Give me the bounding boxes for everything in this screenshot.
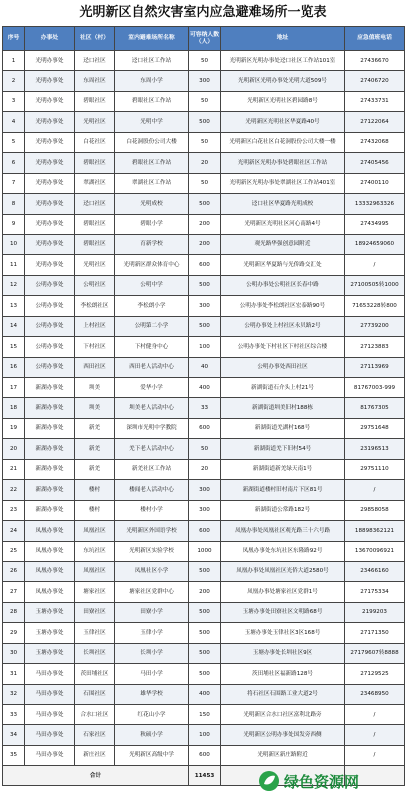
cell-phone: 27406720 <box>345 71 405 91</box>
cell-community: 玉律社区 <box>75 623 115 643</box>
header-community: 社区（村） <box>75 27 115 51</box>
cell-phone: 27123883 <box>345 337 405 357</box>
cell-office: 光明办事处 <box>25 255 75 275</box>
cell-office: 公明办事处 <box>25 275 75 295</box>
cell-no: 1 <box>3 51 25 71</box>
cell-shelter-name: 塘家社区党群中心 <box>115 582 189 602</box>
cell-shelter-name: 楼闻老人活动中心 <box>115 480 189 500</box>
cell-capacity: 150 <box>189 705 221 725</box>
table-row <box>3 173 405 193</box>
header-phone: 应急值班电话 <box>345 27 405 51</box>
cell-capacity: 400 <box>189 684 221 704</box>
table-row <box>3 91 405 111</box>
cell-office: 玉塘办事处 <box>25 623 75 643</box>
header-address: 地址 <box>221 27 345 51</box>
cell-office: 凤凰办事处 <box>25 521 75 541</box>
cell-no: 25 <box>3 541 25 561</box>
cell-community: 东周社区 <box>75 71 115 91</box>
leaf-logo-icon <box>258 770 280 792</box>
total-value: 11453 <box>189 766 221 786</box>
cell-capacity: 600 <box>189 521 221 541</box>
cell-no: 9 <box>3 214 25 234</box>
cell-community: 石围社区 <box>75 684 115 704</box>
cell-office: 光明办事处 <box>25 234 75 254</box>
cell-address: 光明新区合水口社区富利北路旁 <box>221 705 345 725</box>
cell-address: 光明新区新庄路附近 <box>221 745 345 765</box>
cell-no: 10 <box>3 234 25 254</box>
table-row <box>3 705 405 725</box>
cell-no: 6 <box>3 153 25 173</box>
cell-phone: 18924659060 <box>345 234 405 254</box>
cell-office: 玉塘办事处 <box>25 602 75 622</box>
cell-community: 茨田埔社区 <box>75 664 115 684</box>
cell-capacity: 300 <box>189 480 221 500</box>
cell-shelter-name: 红花山小学 <box>115 705 189 725</box>
cell-phone: 23468950 <box>345 684 405 704</box>
cell-no: 21 <box>3 459 25 479</box>
cell-address: 凤凰办事处塘家社区党群1号 <box>221 582 345 602</box>
cell-capacity: 300 <box>189 500 221 520</box>
cell-community: 楼村 <box>75 480 115 500</box>
cell-no: 26 <box>3 561 25 581</box>
cell-no: 16 <box>3 357 25 377</box>
cell-office: 公明办事处 <box>25 337 75 357</box>
cell-capacity: 50 <box>189 173 221 193</box>
cell-capacity: 500 <box>189 623 221 643</box>
cell-office: 新湖办事处 <box>25 480 75 500</box>
cell-office: 公明办事处 <box>25 316 75 336</box>
cell-office: 马田办事处 <box>25 705 75 725</box>
cell-office: 光明办事处 <box>25 132 75 152</box>
cell-office: 光明办事处 <box>25 194 75 214</box>
table-row <box>3 582 405 602</box>
cell-address: 新湖街道新羌绿天南1号 <box>221 459 345 479</box>
cell-community: 光明社区 <box>75 112 115 132</box>
cell-phone: 27122064 <box>345 112 405 132</box>
table-row <box>3 480 405 500</box>
cell-shelter-name: 李松朗小学 <box>115 296 189 316</box>
cell-shelter-name: 玉律小学 <box>115 623 189 643</box>
cell-community: 合水口社区 <box>75 705 115 725</box>
cell-shelter-name: 迳口社区工作站 <box>115 51 189 71</box>
cell-no: 29 <box>3 623 25 643</box>
cell-community: 西田社区 <box>75 357 115 377</box>
cell-office: 光明办事处 <box>25 173 75 193</box>
cell-community: 光明社区 <box>75 255 115 275</box>
cell-phone: 71653228转800 <box>345 296 405 316</box>
cell-no: 18 <box>3 398 25 418</box>
cell-community: 公明社区 <box>75 275 115 295</box>
cell-office: 公明办事处 <box>25 357 75 377</box>
cell-address: 光明新区白花社区白花洞股份公司大楼一楼 <box>221 132 345 152</box>
cell-phone: 27179607转8888 <box>345 643 405 663</box>
cell-capacity: 500 <box>189 194 221 214</box>
cell-phone: / <box>345 745 405 765</box>
cell-phone: 27175334 <box>345 582 405 602</box>
cell-phone: 29858058 <box>345 500 405 520</box>
cell-office: 马田办事处 <box>25 664 75 684</box>
cell-community: 新羌 <box>75 459 115 479</box>
cell-office: 新湖办事处 <box>25 418 75 438</box>
cell-phone: 27171350 <box>345 623 405 643</box>
cell-office: 光明办事处 <box>25 214 75 234</box>
cell-no: 12 <box>3 275 25 295</box>
cell-phone: / <box>345 725 405 745</box>
total-label: 合计 <box>3 766 189 786</box>
cell-address: 光明新区光明办事处碧眼社区工作站 <box>221 153 345 173</box>
cell-address: 观光路华强创意园附近 <box>221 234 345 254</box>
cell-capacity: 1000 <box>189 541 221 561</box>
cell-no: 2 <box>3 71 25 91</box>
cell-address: 光明新区光明办事处翠湖社区工作站401室 <box>221 173 345 193</box>
cell-phone: / <box>345 480 405 500</box>
cell-no: 13 <box>3 296 25 316</box>
cell-office: 新湖办事处 <box>25 459 75 479</box>
cell-phone: 27100505转1000 <box>345 275 405 295</box>
cell-community: 田寮社区 <box>75 602 115 622</box>
cell-shelter-name: 公明中学 <box>115 275 189 295</box>
cell-address: 光明新区光明社区河心南路4号 <box>221 214 345 234</box>
cell-capacity: 500 <box>189 316 221 336</box>
cell-address: 光明新区光明社区华夏路40号 <box>221 112 345 132</box>
cell-office: 凤凰办事处 <box>25 582 75 602</box>
cell-shelter-name: 马田小学 <box>115 664 189 684</box>
cell-phone: 27432068 <box>345 132 405 152</box>
cell-office: 凤凰办事处 <box>25 561 75 581</box>
cell-address: 茨田埔社区福新路128号 <box>221 664 345 684</box>
document-title: 光明新区自然灾害室内应急避难场所一览表 <box>79 5 327 20</box>
cell-shelter-name: 翠湖社区工作站 <box>115 173 189 193</box>
cell-office: 光明办事处 <box>25 153 75 173</box>
cell-shelter-name: 圳美老人活动中心 <box>115 398 189 418</box>
table-row <box>3 745 405 765</box>
cell-capacity: 20 <box>189 153 221 173</box>
cell-office: 马田办事处 <box>25 684 75 704</box>
cell-address: 玉塘办事处长圳社区9区 <box>221 643 345 663</box>
watermark <box>258 764 404 798</box>
cell-address: 迳口社区华夏路光明成校 <box>221 194 345 214</box>
cell-capacity: 100 <box>189 725 221 745</box>
cell-shelter-name: 白花洞股份公司大楼 <box>115 132 189 152</box>
cell-shelter-name: 楼村小学 <box>115 500 189 520</box>
cell-office: 凤凰办事处 <box>25 541 75 561</box>
cell-community: 碧眼社区 <box>75 153 115 173</box>
cell-capacity: 500 <box>189 112 221 132</box>
cell-community: 迳口社区 <box>75 51 115 71</box>
cell-address: 新湖街道公常路182号 <box>221 500 345 520</box>
cell-capacity: 50 <box>189 439 221 459</box>
table-header <box>3 27 405 51</box>
cell-no: 4 <box>3 112 25 132</box>
cell-community: 李松朗社区 <box>75 296 115 316</box>
cell-capacity: 50 <box>189 51 221 71</box>
cell-community: 碧眼社区 <box>75 214 115 234</box>
cell-shelter-name: 凤凰社区小学 <box>115 561 189 581</box>
table-row <box>3 255 405 275</box>
cell-phone: / <box>345 705 405 725</box>
table-row <box>3 357 405 377</box>
cell-address: 光明新区华夏路与光侨路交汇处 <box>221 255 345 275</box>
cell-shelter-name: 育新学校 <box>115 234 189 254</box>
cell-capacity: 300 <box>189 71 221 91</box>
cell-address: 光明新区光明办事处迳口社区工作站101室 <box>221 51 345 71</box>
cell-phone: 27113969 <box>345 357 405 377</box>
cell-shelter-name: 田寮小学 <box>115 602 189 622</box>
cell-address: 光明新区公明办事处国发旁西侧 <box>221 725 345 745</box>
cell-address: 新湖街道楼村旧村南片下区81号 <box>221 480 345 500</box>
cell-shelter-name: 爱华小学 <box>115 378 189 398</box>
cell-phone: 27400110 <box>345 173 405 193</box>
cell-capacity: 400 <box>189 378 221 398</box>
cell-capacity: 500 <box>189 602 221 622</box>
cell-no: 24 <box>3 521 25 541</box>
cell-shelter-name: 光明新区实验学校 <box>115 541 189 561</box>
cell-no: 30 <box>3 643 25 663</box>
table-row <box>3 194 405 214</box>
header-capacity: 可容纳人数（人） <box>189 27 221 51</box>
cell-community: 塘家社区 <box>75 582 115 602</box>
cell-no: 34 <box>3 725 25 745</box>
cell-phone: 27405456 <box>345 153 405 173</box>
cell-shelter-name: 西田老人活动中心 <box>115 357 189 377</box>
cell-no: 19 <box>3 418 25 438</box>
table-row <box>3 459 405 479</box>
table-row <box>3 398 405 418</box>
cell-no: 11 <box>3 255 25 275</box>
cell-capacity: 20 <box>189 459 221 479</box>
cell-address: 新湖街道圳美旧村188栋 <box>221 398 345 418</box>
cell-capacity: 200 <box>189 234 221 254</box>
cell-address: 玉塘办事处玉律社区3区168号 <box>221 623 345 643</box>
table-row <box>3 561 405 581</box>
cell-no: 14 <box>3 316 25 336</box>
cell-community: 新羌 <box>75 439 115 459</box>
cell-address: 光明新区光明社区碧园路8号 <box>221 91 345 111</box>
cell-shelter-name: 秋硕小学 <box>115 725 189 745</box>
cell-capacity: 50 <box>189 132 221 152</box>
cell-community: 碧眼社区 <box>75 91 115 111</box>
cell-phone: 23466160 <box>345 561 405 581</box>
cell-phone: 13332963326 <box>345 194 405 214</box>
cell-phone: 81767003-999 <box>345 378 405 398</box>
table-row <box>3 602 405 622</box>
cell-capacity: 200 <box>189 582 221 602</box>
cell-no: 22 <box>3 480 25 500</box>
cell-address: 公明办事处李松朗社区宏泰路90号 <box>221 296 345 316</box>
table-row <box>3 541 405 561</box>
cell-community: 新庄社区 <box>75 745 115 765</box>
cell-office: 马田办事处 <box>25 725 75 745</box>
table-row <box>3 623 405 643</box>
watermark-text: 绿色资源网 <box>284 772 360 791</box>
header-shelter-name: 室内避难场所名称 <box>115 27 189 51</box>
cell-address: 光明新区光明办事处光明大道509号 <box>221 71 345 91</box>
cell-phone: 2199203 <box>345 602 405 622</box>
cell-capacity: 200 <box>189 214 221 234</box>
cell-office: 光明办事处 <box>25 91 75 111</box>
cell-shelter-name: 光明成校 <box>115 194 189 214</box>
cell-phone: 81767305 <box>345 398 405 418</box>
cell-shelter-name: 公明第二小学 <box>115 316 189 336</box>
cell-shelter-name: 光明新区外国语学校 <box>115 521 189 541</box>
cell-no: 7 <box>3 173 25 193</box>
cell-capacity: 33 <box>189 398 221 418</box>
cell-no: 31 <box>3 664 25 684</box>
cell-shelter-name: 光明中学 <box>115 112 189 132</box>
cell-address: 将石社区石围路工业大道2号 <box>221 684 345 704</box>
cell-shelter-name: 长圳小学 <box>115 643 189 663</box>
cell-no: 17 <box>3 378 25 398</box>
table-row <box>3 664 405 684</box>
cell-address: 凤凰办事处凤凰社区光侨大道2580号 <box>221 561 345 581</box>
table-row <box>3 112 405 132</box>
cell-shelter-name: 碧眼社区工作站 <box>115 153 189 173</box>
cell-phone: 27129525 <box>345 664 405 684</box>
table-row <box>3 500 405 520</box>
cell-address: 新湖街道羌湖村168号 <box>221 418 345 438</box>
cell-no: 20 <box>3 439 25 459</box>
cell-office: 新湖办事处 <box>25 378 75 398</box>
cell-phone: 18898362121 <box>345 521 405 541</box>
cell-address: 玉塘办事处田寮社区文明路68号 <box>221 602 345 622</box>
table-row <box>3 684 405 704</box>
table-row <box>3 521 405 541</box>
cell-phone: 27434995 <box>345 214 405 234</box>
cell-phone: 29751110 <box>345 459 405 479</box>
table-body <box>3 51 405 766</box>
header-no: 序号 <box>3 27 25 51</box>
cell-office: 光明办事处 <box>25 51 75 71</box>
cell-office: 新湖办事处 <box>25 398 75 418</box>
cell-shelter-name: 光明新区高级中学 <box>115 745 189 765</box>
cell-phone: 27739200 <box>345 316 405 336</box>
table-row <box>3 439 405 459</box>
cell-no: 15 <box>3 337 25 357</box>
cell-community: 楼村 <box>75 500 115 520</box>
cell-capacity: 100 <box>189 337 221 357</box>
cell-no: 27 <box>3 582 25 602</box>
cell-community: 碧眼社区 <box>75 234 115 254</box>
cell-shelter-name: 碧眼小学 <box>115 214 189 234</box>
cell-capacity: 500 <box>189 275 221 295</box>
table-row <box>3 296 405 316</box>
table-row <box>3 275 405 295</box>
table-row <box>3 214 405 234</box>
cell-no: 23 <box>3 500 25 520</box>
cell-address: 新湖街道石介头上村21号 <box>221 378 345 398</box>
table-row <box>3 316 405 336</box>
cell-phone: 27436670 <box>345 51 405 71</box>
cell-address: 公明办事处公明社区长春中路 <box>221 275 345 295</box>
table-row <box>3 725 405 745</box>
cell-community: 圳美 <box>75 378 115 398</box>
table-row <box>3 337 405 357</box>
cell-shelter-name: 碧眼社区工作站 <box>115 91 189 111</box>
cell-address: 公明办事处下村社区下村社区综合楼 <box>221 337 345 357</box>
cell-phone: / <box>345 255 405 275</box>
table-row <box>3 153 405 173</box>
cell-no: 3 <box>3 91 25 111</box>
table-row <box>3 234 405 254</box>
cell-shelter-name: 光明新区群众体育中心 <box>115 255 189 275</box>
cell-office: 新湖办事处 <box>25 439 75 459</box>
cell-shelter-name: 雄华学校 <box>115 684 189 704</box>
cell-office: 公明办事处 <box>25 296 75 316</box>
cell-capacity: 500 <box>189 561 221 581</box>
cell-shelter-name: 羌下老人活动中心 <box>115 439 189 459</box>
cell-no: 33 <box>3 705 25 725</box>
cell-shelter-name: 东周小学 <box>115 71 189 91</box>
cell-shelter-name: 下村健身中心 <box>115 337 189 357</box>
cell-community: 长圳社区 <box>75 643 115 663</box>
table-row <box>3 643 405 663</box>
cell-capacity: 300 <box>189 296 221 316</box>
cell-community: 翠湖社区 <box>75 173 115 193</box>
cell-shelter-name: 深圳市光明中学教院 <box>115 418 189 438</box>
cell-community: 凤凰社区 <box>75 521 115 541</box>
cell-phone: 27433731 <box>345 91 405 111</box>
cell-address: 公明办事处西田社区 <box>221 357 345 377</box>
cell-community: 迳口社区 <box>75 194 115 214</box>
cell-office: 玉塘办事处 <box>25 643 75 663</box>
cell-office: 光明办事处 <box>25 112 75 132</box>
cell-office: 光明办事处 <box>25 71 75 91</box>
cell-no: 5 <box>3 132 25 152</box>
table-row <box>3 132 405 152</box>
cell-community: 石家社区 <box>75 725 115 745</box>
cell-community: 东坑社区 <box>75 541 115 561</box>
cell-capacity: 500 <box>189 664 221 684</box>
cell-address: 凤凰办事处东坑社区东隆路92号 <box>221 541 345 561</box>
cell-no: 8 <box>3 194 25 214</box>
cell-no: 32 <box>3 684 25 704</box>
cell-phone: 23196513 <box>345 439 405 459</box>
cell-phone: 13670096921 <box>345 541 405 561</box>
cell-community: 新羌 <box>75 418 115 438</box>
cell-capacity: 40 <box>189 357 221 377</box>
cell-capacity: 600 <box>189 745 221 765</box>
cell-community: 凤凰社区 <box>75 561 115 581</box>
shelter-table <box>2 26 405 786</box>
header-office: 办事处 <box>25 27 75 51</box>
cell-phone: 29751648 <box>345 418 405 438</box>
cell-shelter-name: 新羌社区工作站 <box>115 459 189 479</box>
cell-office: 马田办事处 <box>25 745 75 765</box>
cell-no: 35 <box>3 745 25 765</box>
cell-no: 28 <box>3 602 25 622</box>
cell-community: 下村社区 <box>75 337 115 357</box>
table-row <box>3 51 405 71</box>
cell-capacity: 600 <box>189 418 221 438</box>
cell-capacity: 600 <box>189 255 221 275</box>
cell-address: 新湖街道羌下旧村54号 <box>221 439 345 459</box>
cell-address: 凤凰办事处凤凰社区观光路三十六号路 <box>221 521 345 541</box>
cell-community: 上村社区 <box>75 316 115 336</box>
cell-capacity: 50 <box>189 91 221 111</box>
cell-community: 白花社区 <box>75 132 115 152</box>
cell-address: 公明办事处上村社区永贝路2号 <box>221 316 345 336</box>
cell-community: 圳美 <box>75 398 115 418</box>
cell-capacity: 500 <box>189 643 221 663</box>
table-row <box>3 71 405 91</box>
cell-office: 新湖办事处 <box>25 500 75 520</box>
table-row <box>3 418 405 438</box>
table-row <box>3 378 405 398</box>
